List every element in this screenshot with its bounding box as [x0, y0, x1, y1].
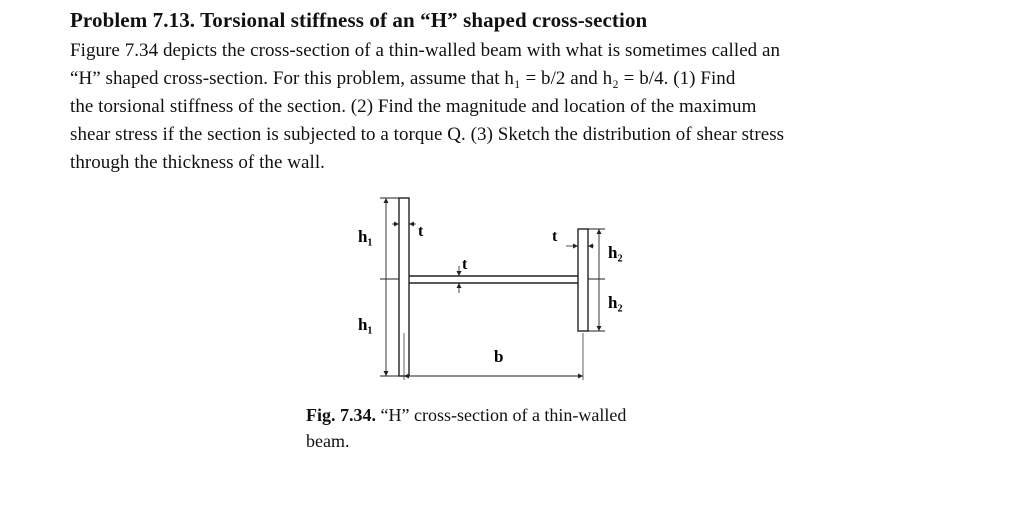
right-flange	[578, 229, 588, 331]
problem-text-line-5: through the thickness of the wall.	[70, 152, 325, 173]
h-section-diagram	[330, 188, 640, 384]
label-b: b	[494, 347, 504, 366]
label-t-web: t	[462, 256, 468, 273]
label-h1-top: h₁	[358, 227, 373, 246]
label-t-left: t	[418, 223, 424, 240]
figure-caption	[306, 402, 726, 454]
label-h2-bottom: h₂	[608, 293, 623, 312]
label-h1-bottom: h₁	[358, 315, 373, 334]
h-section-figure	[330, 188, 640, 384]
problem-title: Problem 7.13. Torsional stiffness of an “H” shaped cross-section	[70, 8, 648, 32]
label-h2-top: h₂	[608, 243, 623, 262]
caption-text-2: beam.	[306, 431, 350, 451]
problem-text-line-4: shear stress if the section is subjected to a torque Q. (3) Sketch the distribution of shear stress	[70, 124, 785, 145]
problem-text-line-2: “H” shaped cross-section. For this problem, assume that h₁ = b/2 and h₂ = b/4. (1) Find	[70, 68, 736, 89]
problem-text-line-3: the torsional stiffness of the section. (2) Find the magnitude and location of the maximum	[70, 96, 757, 117]
problem-text-line-1: Figure 7.34 depicts the cross-section of a thin-walled beam with what is sometimes called an	[70, 40, 781, 61]
caption-label: Fig. 7.34.	[306, 405, 376, 425]
label-t-right: t	[552, 228, 558, 245]
caption-text: “H” cross-section of a thin-walled	[376, 405, 627, 425]
